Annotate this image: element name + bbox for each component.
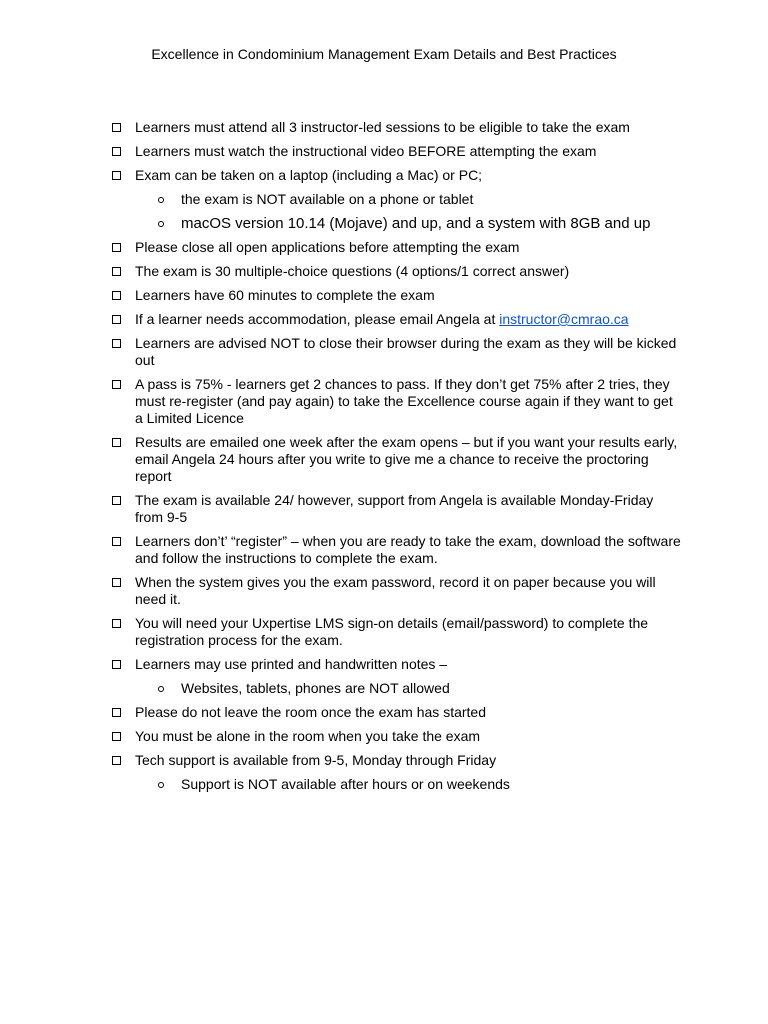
list-item bbox=[0, 239, 768, 256]
item-text: Please close all open applications before attempting the exam bbox=[135, 239, 520, 255]
list-item bbox=[0, 376, 768, 427]
sub-list-item bbox=[0, 215, 768, 232]
checkbox-icon bbox=[112, 438, 121, 447]
list-item bbox=[0, 752, 768, 769]
list-item bbox=[0, 574, 768, 608]
checkbox-icon bbox=[112, 123, 121, 132]
sub-item-text: Support is NOT available after hours or on weekends bbox=[181, 776, 510, 792]
item-text: Learners may use printed and handwritten notes – bbox=[135, 656, 448, 672]
checkbox-icon bbox=[112, 147, 121, 156]
bullet-circle-icon bbox=[158, 221, 164, 227]
checkbox-icon bbox=[112, 708, 121, 717]
item-text: The exam is 30 multiple-choice questions (4 options/1 correct answer) bbox=[135, 263, 570, 279]
list-item bbox=[0, 263, 768, 280]
list-item bbox=[0, 704, 768, 721]
checkbox-icon bbox=[112, 291, 121, 300]
list-item bbox=[0, 434, 768, 485]
item-text: Learners have 60 minutes to complete the exam bbox=[135, 287, 435, 303]
sub-item-text: Websites, tablets, phones are NOT allowed bbox=[181, 680, 450, 696]
item-text: When the system gives you the exam password, record it on paper because you will need it. bbox=[135, 574, 656, 607]
item-text: Learners don’t’ “register” – when you are ready to take the exam, download the software and follow the instructions to complete the exam. bbox=[135, 533, 681, 566]
checkbox-icon bbox=[112, 619, 121, 628]
checkbox-icon bbox=[112, 496, 121, 505]
checkbox-icon bbox=[112, 339, 121, 348]
item-text: You will need your Uxpertise LMS sign-on details (email/password) to complete the registration process for the exam. bbox=[135, 615, 649, 648]
list-item bbox=[0, 119, 768, 136]
item-text: You must be alone in the room when you take the exam bbox=[135, 728, 481, 744]
list-item bbox=[0, 335, 768, 369]
item-text: The exam is available 24/ however, support from Angela is available Monday-Friday from 9-5 bbox=[135, 492, 654, 525]
checkbox-icon bbox=[112, 243, 121, 252]
document-title: Excellence in Condominium Management Exam Details and Best Practices bbox=[151, 46, 617, 62]
list-item bbox=[0, 533, 768, 567]
list-item bbox=[0, 656, 768, 673]
item-text: A pass is 75% - learners get 2 chances to pass. If they don’t get 75% after 2 tries, they must re-register (and pay again) to take the Excellence course again if they want to get a Limited Licence bbox=[135, 376, 673, 426]
checkbox-icon bbox=[112, 171, 121, 180]
sub-item-text: macOS version 10.14 (Mojave) and up, and a system with 8GB and up bbox=[181, 215, 651, 232]
list-item bbox=[0, 167, 768, 184]
checkbox-icon bbox=[112, 537, 121, 546]
list-item bbox=[0, 615, 768, 649]
checkbox-icon bbox=[112, 578, 121, 587]
item-text: Learners are advised NOT to close their browser during the exam as they will be kicked out bbox=[135, 335, 677, 368]
item-text: Exam can be taken on a laptop (including a Mac) or PC; bbox=[135, 167, 483, 183]
sub-item-text: the exam is NOT available on a phone or tablet bbox=[181, 191, 474, 207]
item-text: Learners must watch the instructional video BEFORE attempting the exam bbox=[135, 143, 597, 159]
checkbox-icon bbox=[112, 267, 121, 276]
checkbox-icon bbox=[112, 660, 121, 669]
item-text: Tech support is available from 9-5, Monday through Friday bbox=[135, 752, 497, 768]
sub-list-item bbox=[0, 776, 768, 793]
bullet-circle-icon bbox=[158, 782, 164, 788]
checkbox-icon bbox=[112, 380, 121, 389]
list-item bbox=[0, 492, 768, 526]
list-item bbox=[0, 728, 768, 745]
checklist bbox=[0, 119, 768, 800]
email-link[interactable]: instructor@cmrao.ca bbox=[499, 311, 629, 327]
item-text: Learners must attend all 3 instructor-led sessions to be eligible to take the exam bbox=[135, 119, 630, 135]
item-text: Please do not leave the room once the exam has started bbox=[135, 704, 486, 720]
list-item bbox=[0, 143, 768, 160]
list-item bbox=[0, 311, 768, 328]
sub-list-item bbox=[0, 191, 768, 208]
bullet-circle-icon bbox=[158, 686, 164, 692]
list-item bbox=[0, 287, 768, 304]
bullet-circle-icon bbox=[158, 197, 164, 203]
checkbox-icon bbox=[112, 315, 121, 324]
sub-list-item bbox=[0, 680, 768, 697]
item-text: Results are emailed one week after the exam opens – but if you want your results early, email Angela 24 hours after you write to give me a chance to receive the proctoring report bbox=[135, 434, 678, 484]
item-text: If a learner needs accommodation, please email Angela at bbox=[135, 311, 500, 327]
checkbox-icon bbox=[112, 756, 121, 765]
checkbox-icon bbox=[112, 732, 121, 741]
